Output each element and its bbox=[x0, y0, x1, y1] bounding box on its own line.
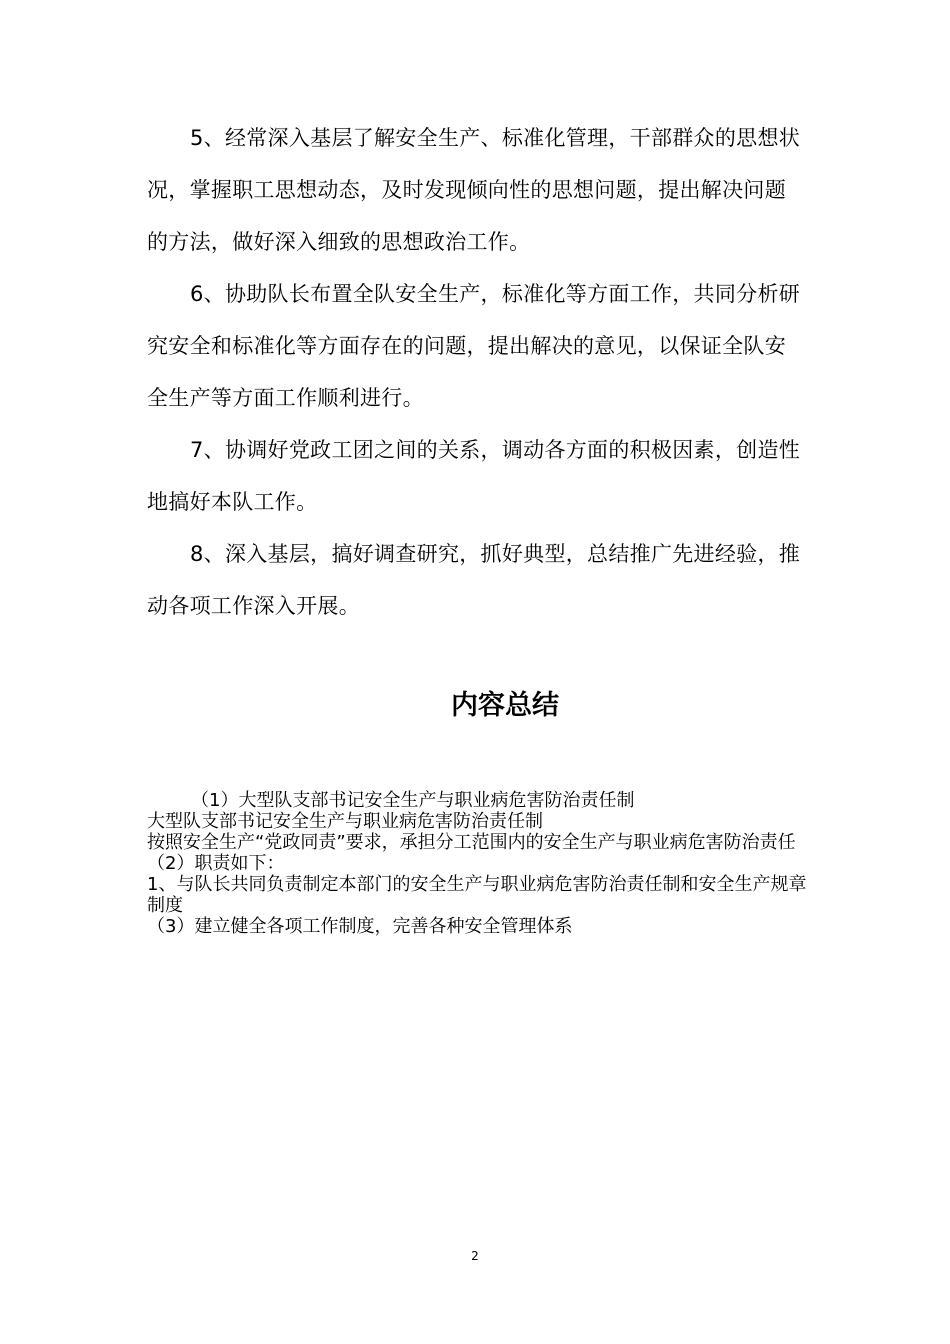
page-number: 2 bbox=[471, 1249, 479, 1263]
summary-line: 1、与队长共同负责制定本部门的安全生产与职业病危害防治责任制和安全生产规章制度 bbox=[147, 874, 807, 916]
summary-line: 大型队支部书记安全生产与职业病危害防治责任制 bbox=[147, 811, 543, 832]
paragraph-item-8: 8、深入基层，搞好调查研究，抓好典型，总结推广先进经验，推动各项工作深入开展。 bbox=[147, 542, 801, 618]
paragraph-item-6: 6、协助队长布置全队安全生产，标准化等方面工作，共同分析研究安全和标准化等方面存在的问题，提出解决的意见，以保证全队安全生产等方面工作顺利进行。 bbox=[147, 282, 801, 410]
summary-line: （2）职责如下： bbox=[147, 853, 285, 874]
summary-heading: 内容总结 bbox=[451, 690, 559, 721]
paragraph-item-7: 7、协调好党政工团之间的关系，调动各方面的积极因素，创造性地搞好本队工作。 bbox=[147, 438, 801, 514]
summary-line: （3）建立健全各项工作制度，完善各种安全管理体系 bbox=[147, 916, 573, 937]
summary-line: 按照安全生产“党政同责”要求，承担分工范围内的安全生产与职业病危害防治责任 bbox=[147, 832, 796, 853]
body-text bbox=[147, 112, 807, 632]
summary-line: （1）大型队支部书记安全生产与职业病危害防治责任制 bbox=[191, 790, 635, 811]
paragraph-item-5: 5、经常深入基层了解安全生产、标准化管理，干部群众的思想状况，掌握职工思想动态，及时发现倾向性的思想问题，提出解决问题的方法，做好深入细致的思想政治工作。 bbox=[147, 126, 801, 254]
summary-section bbox=[147, 790, 807, 937]
